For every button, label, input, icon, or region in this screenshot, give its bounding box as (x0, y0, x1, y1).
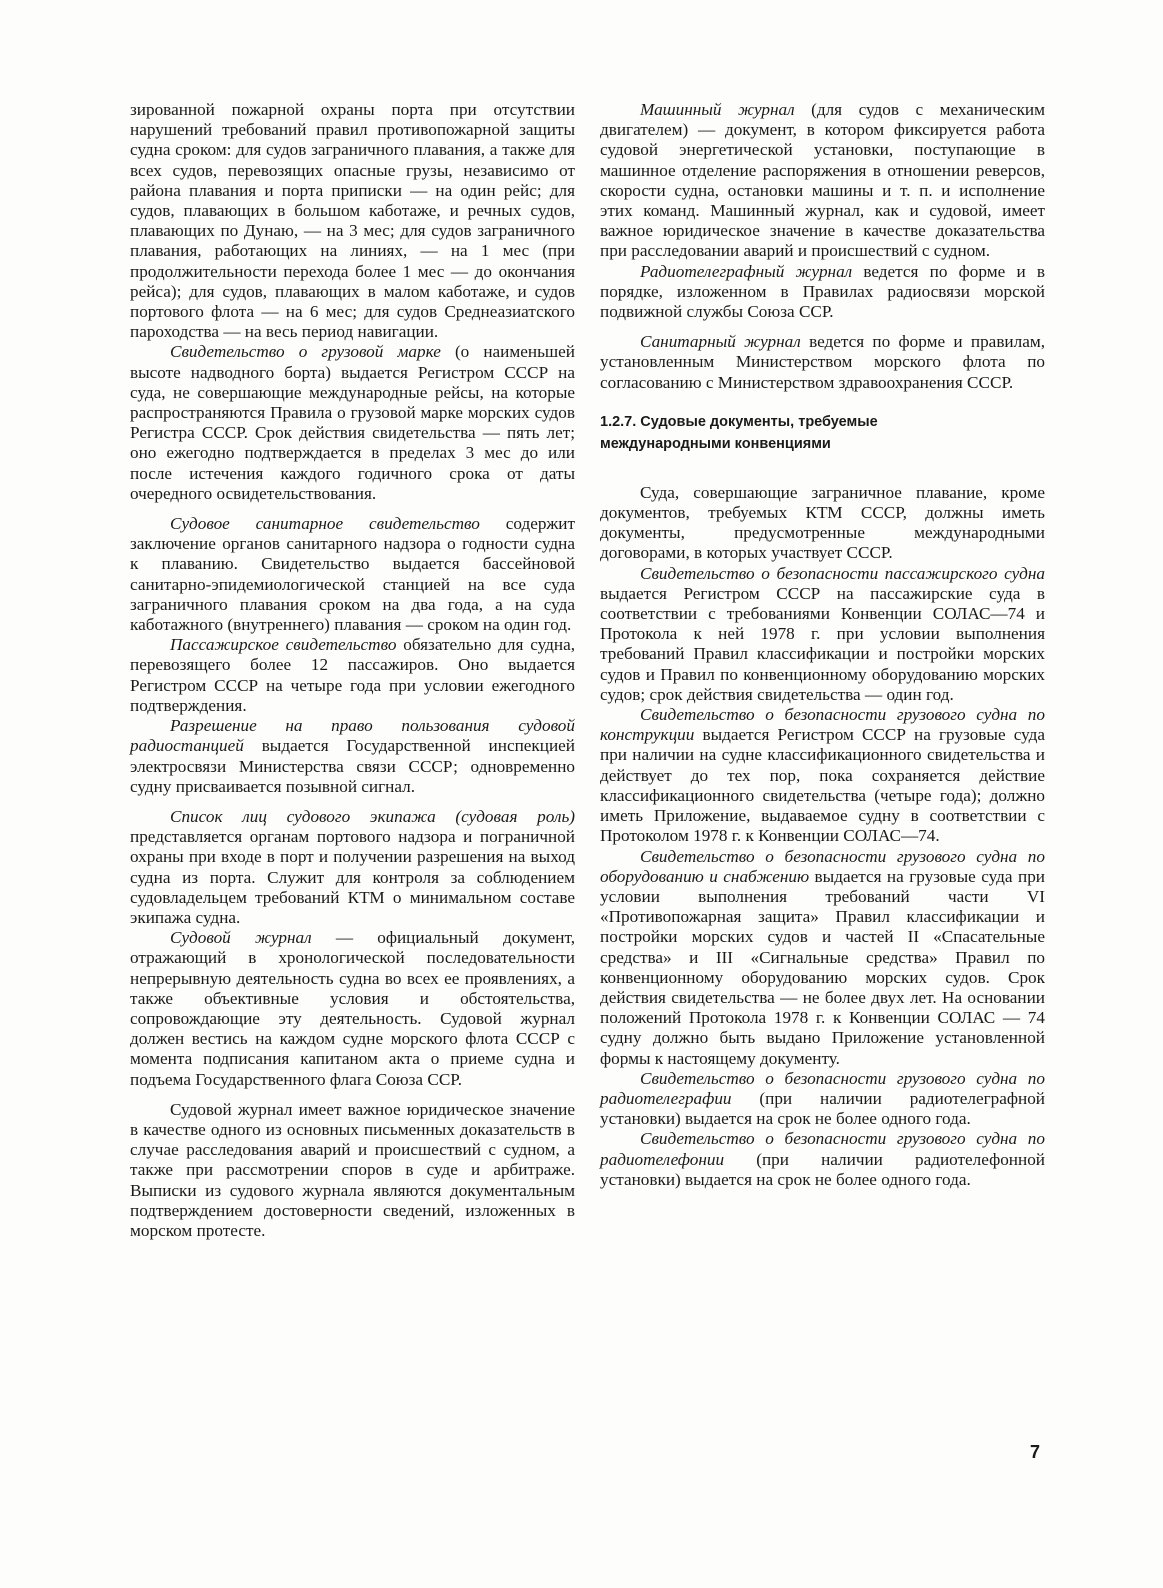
paragraph-intro-conventions: Суда, совершающие заграничное плавание, кроме документов, требуемых КТМ СССР, должны иметь документы, предусмотренные международными договорами, в которых участвует СССР. (600, 482, 1045, 563)
paragraph-ship-log: Судовой журнал — официальный документ, отражающий в хронологической последовательности непрерывную деятельность судна во всех ее проявлениях, а также объективные условия и обстоятельства, сопровождающие эту деятельность. Судовой журнал должен вестись на каждом судне морского флота СССР с момента подписания капитаном акта о приеме судна и подъема Государственного флага Союза ССР. (130, 928, 575, 1089)
paragraph-radio-log: Радиотелеграфный журнал ведется по форме и в порядке, изложенном в Правилах радиосвязи морской подвижной службы Союза ССР. (600, 261, 1045, 322)
right-column (600, 100, 1045, 1190)
paragraph-load-line-certificate: Свидетельство о грузовой марке (о наименьшей высоте надводного борта) выдается Регистром СССР на суда, не совершающие международные рейсы, на которые распространяются Правила о грузовой марке морских судов Регистра СССР. Срок действия свидетельства — пять лет; оно ежегодно подтверждается в пределах 3 мес до или после истечения каждого годичного срока от даты очередного освидетельствования. (130, 342, 575, 503)
paragraph-sanitary-log: Санитарный журнал ведется по форме и правилам, установленным Министерством морского флота по согласованию с Министерством здравоохранения СССР. (600, 332, 1046, 392)
paragraph-cargo-equipment: Свидетельство о безопасности грузового судна по оборудованию и снабжению выдается на грузовые суда при условии выполнения требований части VI «Противопожарная защита» Правил классификации и постройки морских судов и частей II «Спасательные средства» и III «Сигнальные средства» Правил по конвенционному оборудованию морских судов. Срок действия свидетельства — не более двух лет. На основании положений Протокола 1978 г. к Конвенции СОЛАС — 74 судну должно быть выдано Приложение установленной формы к настоящему документу. (600, 846, 1045, 1068)
term: Судовое санитарное свидетельство (170, 514, 480, 534)
term: Свидетельство о безопасности грузового судна по радиотелеграфии (600, 1068, 1045, 1108)
left-column (130, 100, 575, 1241)
paragraph-engine-log: Машинный журнал (для судов с механическим двигателем) — документ, в котором фиксируется работа судовой энергетической установки, поступающие в машинное отделение распоряжения в отношении реверсов, скорости судна, остановки машины и т. п. и исполнение этих команд. Машинный журнал, как и судовой, имеет важное юридическое значение в качестве доказательства при расследовании аварий и происшествий с судном. (600, 100, 1045, 261)
term: Машинный журнал (640, 100, 795, 119)
paragraph-fire-safety-cont: зированной пожарной охраны порта при отсутствии нарушений требований правил противопожарной защиты судна сроком: для судов заграничного плавания, а также для всех судов, перевозящих опасные грузы, независимо от района плавания и порта приписки — на один рейс; для судов, плавающих в большом каботаже, и речных судов, плавающих по Дунаю, — на 3 мес; для судов заграничного плавания, работающих на линиях, — на 1 мес (при продолжительности перехода более 1 мес — до окончания рейса); для судов, плавающих в малом каботаже, и судов портового флота — на 6 мес; для судов Среднеазиатского пароходства — на весь период навигации. (130, 100, 575, 342)
term: Свидетельство о грузовой марке (170, 342, 441, 362)
paragraph-passenger-certificate: Пассажирское свидетельство обязательно для судна, перевозящего более 12 пассажиров. Оно выдается Регистром СССР на четыре года при условии ежегодного подтверждения. (130, 635, 575, 715)
paragraph-crew-list: Список лиц судового экипажа (судовая роль) представляется органам портового надзора и пограничной охраны при входе в порт и получении разрешения на выход судна из порта. Служит для контроля за соблюдением судовладельцем требований КТМ о минимальном составе экипажа судна. (130, 806, 575, 927)
term: Судовой журнал (170, 928, 312, 948)
term: Список лиц судового экипажа (судовая роль) (170, 806, 575, 826)
term: Санитарный журнал (640, 332, 801, 352)
section-heading-line-1: 1.2.7. Судовые документы, требуемые (600, 413, 878, 430)
section-heading-line-2: международными конвенциями (600, 435, 831, 452)
term: Свидетельство о безопасности грузового судна по конструкции (600, 705, 1045, 745)
term: Разрешение на право пользования судовой радиостанцией (130, 716, 575, 756)
paragraph-ship-log-legal: Судовой журнал имеет важное юридическое значение в качестве одного из основных письменных доказательств в случае расследования аварий и происшествий с судном, а также при рассмотрении споров в суде и арбитраже. Выписки из судового журнала являются документальным подтверждением достоверности сведений, изложенных в морском протесте. (130, 1099, 575, 1240)
paragraph-cargo-construction: Свидетельство о безопасности грузового судна по конструкции выдается Регистром СССР на грузовые суда при наличии на судне классификационного свидетельства и действует до тех пор, пока сохраняется действие классификационного свидетельства (четыре года); должно иметь Приложение, выдаваемое судну в соответствии с Протоколом 1978 г. к Конвенции СОЛАС—74. (600, 705, 1045, 846)
term: Свидетельство о безопасности грузового судна по оборудованию и снабжению (600, 846, 1045, 886)
paragraph-sanitary-certificate: Судовое санитарное свидетельство содержит заключение органов санитарного надзора о годности судна к плаванию. Свидетельство выдается бассейновой санитарно-эпидемиологической станцией на все суда заграничного плавания сроком на два года, а на суда каботажного (внутреннего) плавания — сроком на один год. (130, 514, 576, 635)
paragraph-cargo-radiotelegraphy: Свидетельство о безопасности грузового судна по радиотелеграфии (при наличии радиотелеграфной установки) выдается на срок не более одного года. (600, 1068, 1045, 1129)
term: Свидетельство о безопасности пассажирского судна (640, 563, 1045, 583)
term: Пассажирское свидетельство (170, 635, 397, 655)
paragraph-cargo-radiotelephony: Свидетельство о безопасности грузового судна по радиотелефонии (при наличии радиотелефонной установки) выдается на срок не более одного года. (600, 1129, 1045, 1189)
section-heading (600, 411, 1045, 455)
term: Свидетельство о безопасности грузового судна по радиотелефонии (600, 1129, 1045, 1169)
page-number: 7 (1030, 1442, 1041, 1462)
term: Радиотелеграфный журнал (640, 261, 853, 281)
paragraph-passenger-safety: Свидетельство о безопасности пассажирского судна выдается Регистром СССР на пассажирские суда в соответствии с требованиями Конвенции СОЛАС—74 и Протокола к ней 1978 г. при условии выполнения требований Правил классификации и постройки морских судов и Правил по конвенционному оборудованию морских судов; срок действия свидетельства — один год. (600, 563, 1045, 704)
paragraph-radio-license: Разрешение на право пользования судовой радиостанцией выдается Государственной инспекцией электросвязи Министерства связи СССР; одновременно судну присваивается позывной сигнал. (130, 716, 575, 796)
